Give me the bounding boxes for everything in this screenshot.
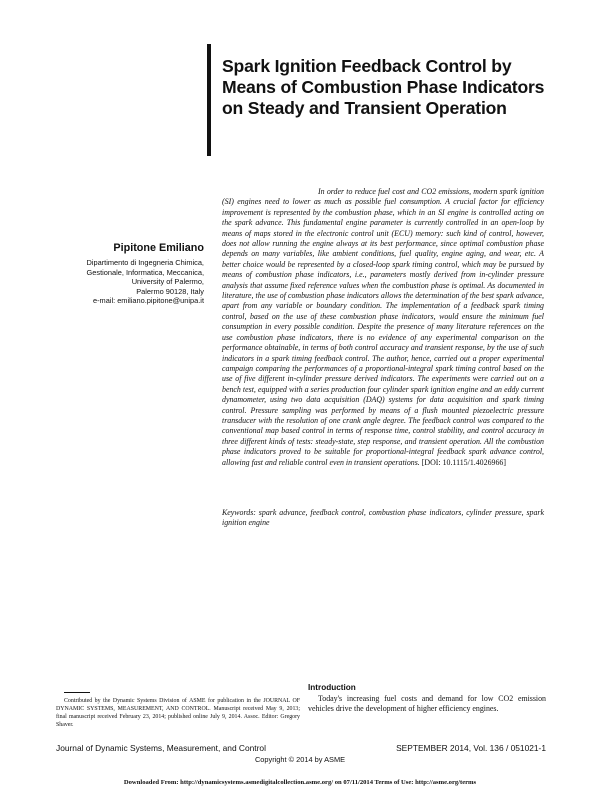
footnote: Contributed by the Dynamic Systems Division of ASME for publication in the JOURNAL OF DYNAMIC SYSTEMS, MEASUREMENT, AND CONTROL. Manuscript received May 9, 2013; final manuscript received February 23, 2014; published online July 9, 2014. Assoc. Editor: Gregory Shaver. [56, 698, 300, 728]
affiliation-line: Gestionale, Informatica, Meccanica, [86, 267, 204, 277]
copyright: Copyright © 2014 by ASME [254, 755, 346, 764]
affiliation-line: University of Palermo, [131, 277, 204, 287]
journal-name: Journal of Dynamic Systems, Measurement, and Control [56, 743, 266, 753]
author-block [66, 242, 204, 306]
title-rule [207, 44, 211, 156]
download-note[interactable]: Downloaded From: http://dynamicsystems.asmedigitalcollection.asme.org/ on 07/11/2014 Terms of Use: http://asme.org/terms [123, 779, 477, 786]
footnote-rule [64, 692, 90, 693]
doi[interactable]: [DOI: 10.1115/1.4026966] [421, 457, 506, 467]
abstract [222, 187, 544, 468]
author-affiliation [66, 258, 204, 306]
author-name: Pipitone Emiliano [113, 242, 204, 254]
affiliation-line: Dipartimento di Ingegneria Chimica, [86, 258, 204, 267]
author-email: e-mail: emiliano.pipitone@unipa.it [92, 296, 204, 306]
paper-title: Spark Ignition Feedback Control by Means of Combustion Phase Indicators on Steady and Transient Operation [222, 56, 545, 118]
keywords: Keywords: spark advance, feedback control, combustion phase indicators, cylinder pressure, spark ignition engine [222, 508, 544, 528]
issue-info: SEPTEMBER 2014, Vol. 136 / 051021-1 [396, 743, 546, 753]
affiliation-line: Palermo 90128, Italy [136, 286, 204, 296]
abstract-text: In order to reduce fuel cost and CO2 emissions, modern spark ignition (SI) engines need to lower as much as possible fuel consumption. A crucial factor for efficiency improvement is represented by the combustion phase, which in an SI engine is controlled acting on the spark advance. This fundamental engine parameter is currently controlled in an open-loop by means of maps stored in the electronic control unit (ECU) memory: such kind of control, however, does not allow running the engine always at its best performance, since optimal combustion phase depends on many variables, like ambient conditions, fuel quality, engine aging, and wear, etc. A better choice would be represented by a closed-loop spark timing control, which may be pursued by means of combustion phase indicators, i.e., parameters mostly derived from in-cylinder pressure analysis that assume fixed reference values when the combustion phase is optimal. As documented in literature, the use of combustion phase indicators allows the determination of the best spark advance, apart from any variable or boundary condition. The implementation of a feedback spark timing control, based on the use of these combustion phase indicators, would ensure the minimum fuel consumption in every possible condition. Despite the presence of many literature references on the use combustion phase indicators, there is no evidence of any experimental comparison on the performance obtainable, in terms of both control accuracy and transient response, by the use of such indicators in a spark timing feedback control. The author, hence, carried out a proper experimental campaign comparing the performances of a proportional-integral spark timing control based on the use of five different in-cylinder pressure derived indicators. The experiments were carried out on a bench test, equipped with a series production four cylinder spark ignition engine and an eddy current dynamometer, using two data acquisition (DAQ) systems for data acquisition and spark timing control. Pressure sampling was performed by means of a flush mounted piezoelectric pressure transducer with the resolution of one crank angle degree. The feedback control was compared to the conventional map based control in terms of response time, control stability, and control accuracy in three different kinds of tests: steady-state, step response, and transient operation. All the combustion phase indicators proved to be suitable for proportional-integral feedback spark advance control, allowing fast and reliable control even in transient operations. [222, 187, 544, 467]
introduction-heading: Introduction [308, 683, 356, 692]
introduction-text: Today's increasing fuel costs and demand for low CO2 emission vehicles drive the development of higher efficiency engines. [308, 694, 546, 713]
